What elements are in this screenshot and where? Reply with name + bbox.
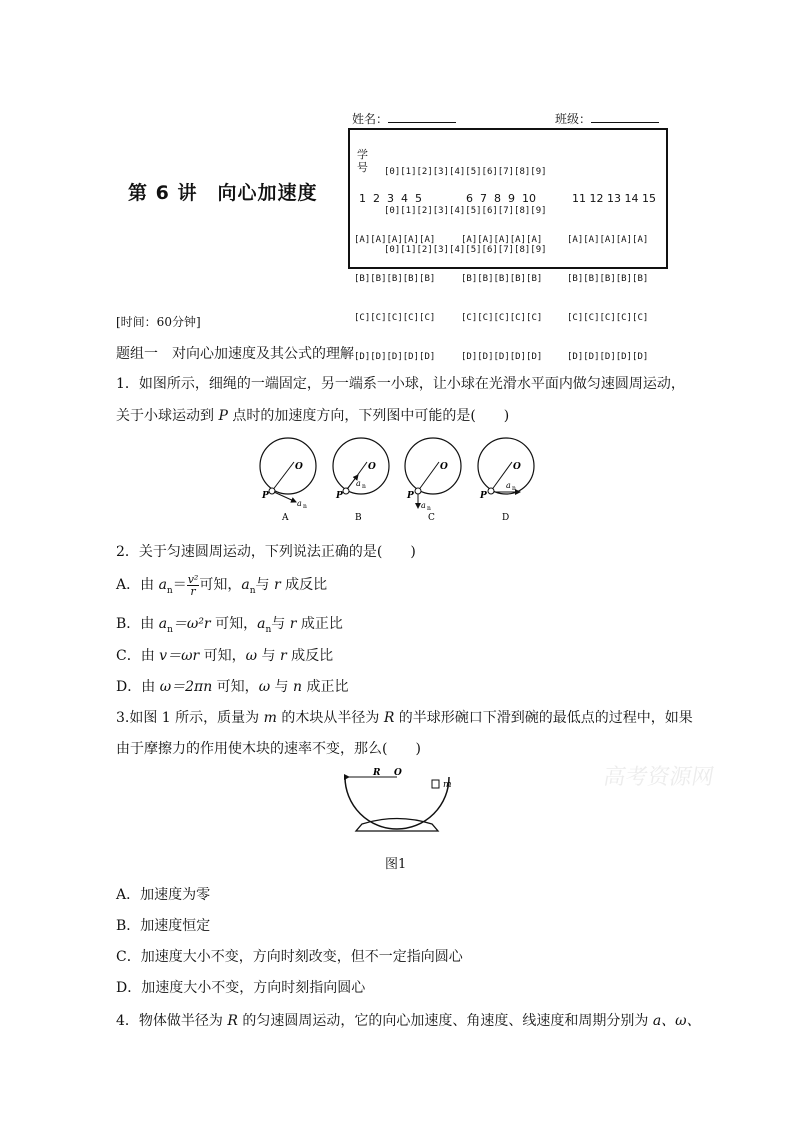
q3-option-a[interactable]: A．加速度为零 (116, 887, 211, 903)
option-row[interactable]: [D][D][D][D][D] (567, 352, 649, 362)
q3-figure (340, 765, 470, 840)
class-field[interactable] (555, 110, 659, 127)
question-numbers-2: 6 7 8 9 10 (466, 192, 536, 205)
option-row[interactable]: [A][A][A][A][A] (567, 235, 649, 245)
q3-line2: 由于摩擦力的作用使木块的速率不变，那么( ) (116, 741, 421, 757)
label-p: P (480, 491, 487, 501)
q2-option-a[interactable]: A．由 $a_n=$ $\frac{\text{v²}}{r}$ 可知，$a_n$与 r 成反比 (116, 572, 328, 598)
option-row[interactable]: [A][A][A][A][A] (461, 235, 543, 245)
label-m: m (443, 780, 452, 790)
figure-a[interactable] (260, 438, 316, 523)
label-an-sub: n (362, 483, 366, 490)
option-row[interactable]: [B][B][B][B][B] (461, 274, 543, 284)
q4-line: 4．物体做半径为 R 的匀速圆周运动，它的向心加速度、角速度、线速度和周期分别为 a、ω、 (116, 1013, 701, 1029)
label-an-sub: n (427, 505, 431, 512)
q3-line1: 3.如图 1 所示，质量为 m 的木块从半径为 R 的半球形碗口下滑到碗的最低点的过程中，如果 (116, 710, 693, 726)
label-p: P (407, 491, 414, 501)
label-an-sub: n (512, 485, 516, 492)
option-row[interactable]: [C][C][C][C][C] (354, 313, 436, 323)
option-row[interactable]: [C][C][C][C][C] (567, 313, 649, 323)
name-blank[interactable] (388, 110, 456, 123)
q1-line2 (116, 405, 509, 425)
question-numbers-3: 11 12 13 14 15 (572, 192, 656, 205)
label-an: a (506, 481, 511, 490)
option-row[interactable]: [A][A][A][A][A] (354, 235, 436, 245)
option-row[interactable]: [C][C][C][C][C] (461, 313, 543, 323)
options-grid-3[interactable] (567, 208, 648, 390)
group-heading: 题组一 对向心加速度及其公式的理解 (116, 346, 354, 362)
option-row[interactable]: [B][B][B][B][B] (354, 274, 436, 284)
q1-point-p: P (218, 408, 228, 424)
figure-label: A (282, 513, 289, 523)
fraction: $\frac{\text{v²}}{r}$ (187, 572, 199, 598)
options-grid-2[interactable] (461, 208, 542, 390)
question-numbers-1: 1 2 3 4 5 (359, 192, 422, 205)
q1-text: 关于小球运动到 (116, 408, 219, 424)
name-label: 姓名： (352, 112, 389, 126)
label-o: O (394, 768, 402, 778)
q3-option-d[interactable]: D．加速度大小不变，方向时刻指向圆心 (116, 980, 366, 996)
option-row[interactable]: [D][D][D][D][D] (461, 352, 543, 362)
label-r: R (373, 768, 381, 778)
q3-option-b[interactable]: B．加速度恒定 (116, 918, 211, 934)
q2-option-c[interactable]: C．由 v＝ωr 可知，ω 与 r 成反比 (116, 648, 334, 664)
id-row[interactable]: [0][1][2][3][4][5][6][7][8][9] (384, 206, 547, 216)
q1-line1: 1．如图所示，细绳的一端固定，另一端系一小球，让小球在光滑水平面内做匀速圆周运动， (116, 376, 685, 392)
class-blank[interactable] (591, 110, 659, 123)
class-label: 班级： (555, 112, 592, 126)
q3-option-c[interactable]: C．加速度大小不变，方向时刻改变，但不一定指向圆心 (116, 949, 463, 965)
id-row[interactable]: [0][1][2][3][4][5][6][7][8][9] (384, 245, 547, 255)
figure-label: C (428, 513, 435, 523)
option-row[interactable]: [B][B][B][B][B] (567, 274, 649, 284)
block-icon (432, 780, 439, 788)
student-id-label: 学号 (357, 148, 368, 174)
label-an: a (297, 499, 302, 508)
figure-c[interactable] (405, 438, 461, 523)
answer-sheet (348, 128, 668, 362)
label-an-sub: n (303, 503, 307, 510)
lesson-title: 第 6 讲 向心加速度 (128, 182, 318, 204)
figure-b[interactable] (333, 438, 389, 523)
option-row[interactable]: [D][D][D][D][D] (354, 352, 436, 362)
label-o: O (513, 462, 521, 472)
label-an: a (356, 479, 361, 488)
watermark: 高考资源网 (601, 765, 716, 790)
q1-figures (250, 436, 550, 526)
label-an: a (421, 501, 426, 510)
name-field[interactable] (352, 110, 456, 127)
q2-option-b[interactable]: B．由 $a_n=\omega^2r$ 可知，$a_n$与 r 成正比 (116, 616, 343, 635)
q2-stem: 2．关于匀速圆周运动，下列说法正确的是( ) (116, 544, 416, 560)
label-p: P (336, 491, 343, 501)
options-grid-1[interactable] (354, 208, 435, 390)
figure-label: B (355, 513, 362, 523)
q1-text: 点时的加速度方向，下列图中可能的是( ) (227, 408, 510, 424)
id-row[interactable]: [0][1][2][3][4][5][6][7][8][9] (384, 167, 547, 177)
q2-option-d[interactable]: D．由 ω＝2πn 可知，ω 与 n 成正比 (116, 679, 349, 695)
label-o: O (295, 462, 303, 472)
label-o: O (440, 462, 448, 472)
figure-label: D (502, 513, 510, 523)
figure-d[interactable] (478, 438, 534, 523)
label-p: P (262, 491, 269, 501)
q3-caption: 图1 (385, 857, 407, 872)
label-o: O (368, 462, 376, 472)
time-note: [时间：60分钟] (116, 315, 201, 329)
